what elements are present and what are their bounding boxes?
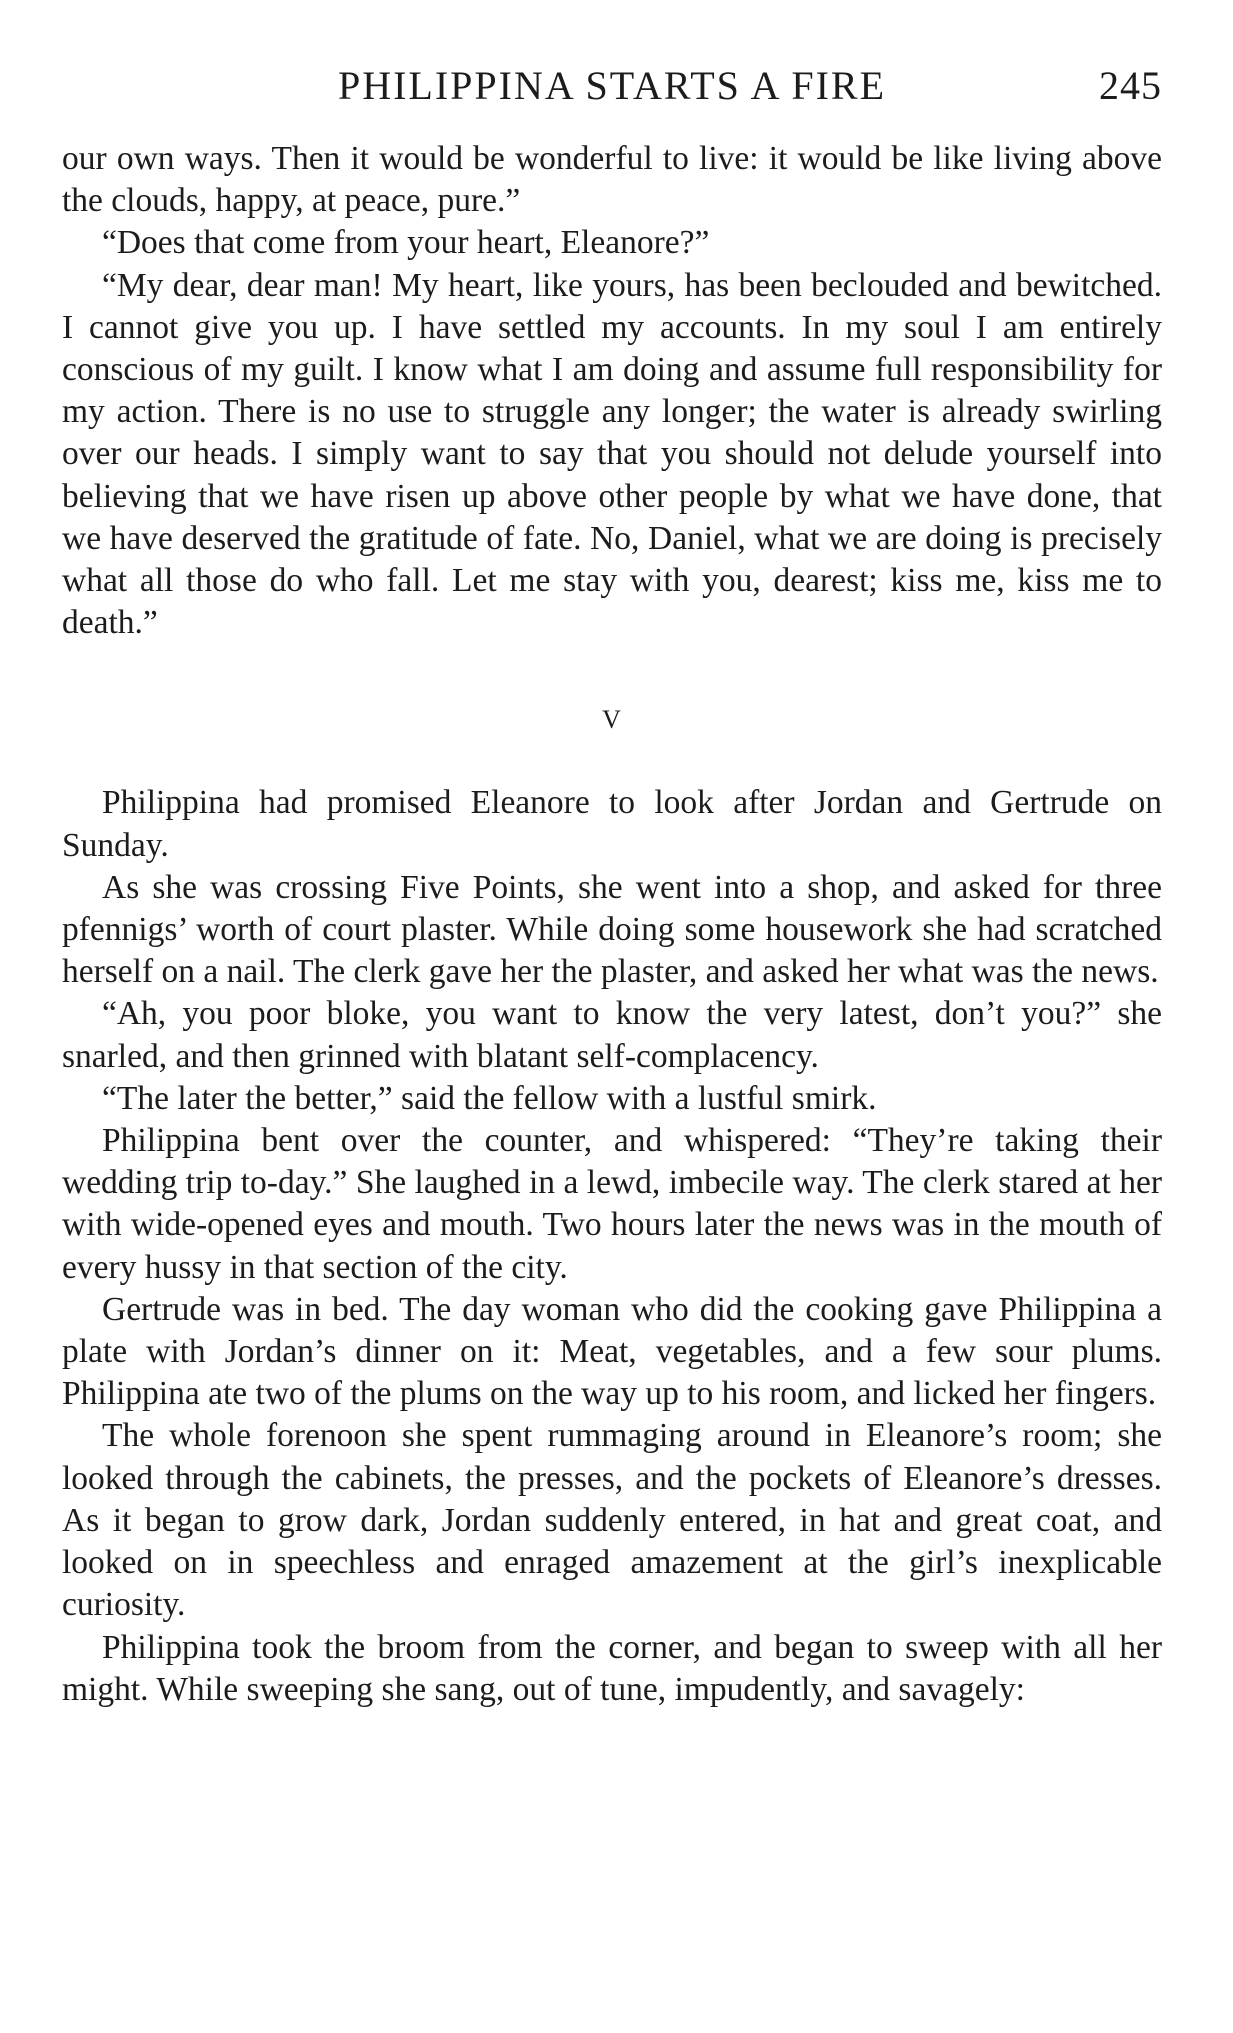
chapter-title: PHILIPPINA STARTS A FIRE [337, 63, 887, 108]
section-number: V [602, 705, 622, 735]
paragraph: our own ways. Then it would be wonderful to live: it would be like living above the clouds, happy, at peace, pure.” [62, 140, 1162, 220]
paragraph: As she was crossing Five Points, she went into a shop, and asked for three pfennigs’ worth of court plaster. While doing some housework she had scratched herself on a nail. The clerk gave her the plaster, and asked her what was the news. [62, 868, 1162, 991]
body-text [62, 138, 1162, 1711]
paragraph: “The later the better,” said the fellow with a lustful smirk. [102, 1079, 877, 1117]
paragraph: “Ah, you poor bloke, you want to know the very latest, don’t you?” she snarled, and then grinned with blatant self-complacency. [62, 995, 1162, 1075]
paragraph: Philippina took the broom from the corner, and began to sweep with all her might. While sweeping she sang, out of tune, impudently, and savagely: [62, 1628, 1162, 1708]
paragraph: “My dear, dear man! My heart, like yours, has been beclouded and bewitched. I cannot give you up. I have settled my accounts. In my soul I am entirely conscious of my guilt. I know what I am doing and assume full responsibility for my action. There is no use to struggle any longer; the water is already swirling over our heads. I simply want to say that you should not delude yourself into believing that we have risen up above other people by what we have done, that we have deserved the gratitude of fate. No, Daniel, what we are doing is precisely what all those do who fall. Let me stay with you, dearest; kiss me, kiss me to death.” [62, 266, 1162, 642]
paragraph: Gertrude was in bed. The day woman who did the cooking gave Philippina a plate with Jordan’s dinner on it: Meat, vegetables, and a few sour plums. Philippina ate two of the plums on the way up to his room, and licked her fingers. [62, 1290, 1162, 1413]
book-page [62, 58, 1162, 1711]
paragraph: “Does that come from your heart, Eleanore?” [102, 224, 710, 262]
page-number: 245 [1099, 63, 1162, 108]
paragraph: Philippina had promised Eleanore to look after Jordan and Gertrude on Sunday. [62, 784, 1162, 864]
paragraph: The whole forenoon she spent rummaging around in Eleanore’s room; she looked through the cabinets, the presses, and the pockets of Eleanore’s dresses. As it began to grow dark, Jordan suddenly entered, in hat and great coat, and looked on in speechless and enraged amazement at the girl’s inexplicable curiosity. [62, 1417, 1162, 1624]
paragraph: Philippina bent over the counter, and whispered: “They’re taking their wedding trip to-day.” She laughed in a lewd, imbecile way. The clerk stared at her with wide-opened eyes and mouth. Two hours later the news was in the mouth of every hussy in that section of the city. [62, 1122, 1162, 1286]
running-head [62, 58, 1162, 114]
